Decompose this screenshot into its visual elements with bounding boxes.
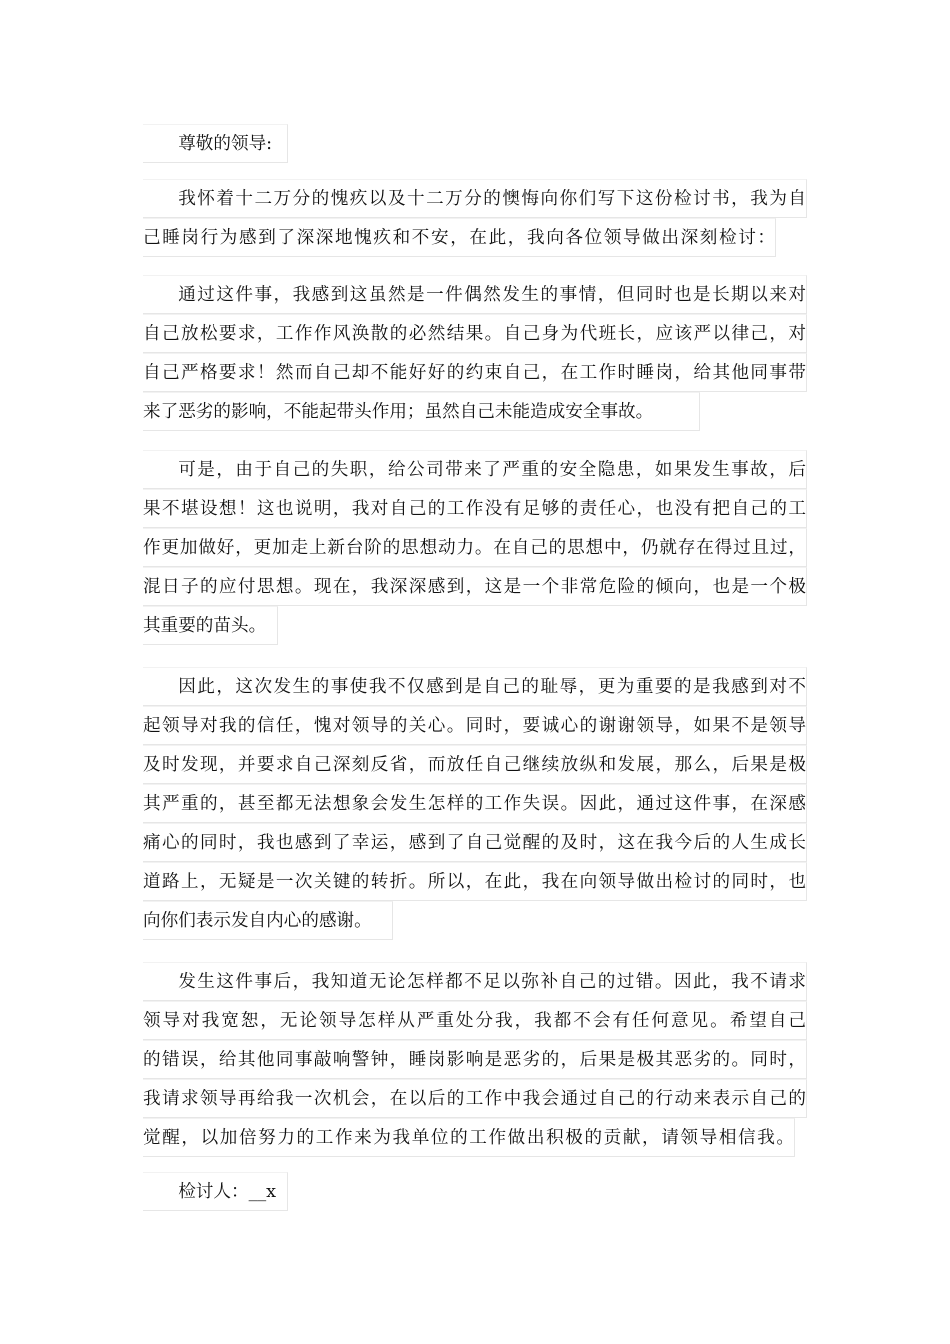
paragraph-line: 发生这件事后，我知道无论怎样都不足以弥补自己的过错。因此，我不请求 [143,962,807,1001]
paragraph-4 [143,667,807,940]
paragraph-line: 自己放松要求，工作作风涣散的必然结果。自己身为代班长，应该严以律己，对 [143,314,807,353]
paragraph-line: 因此，这次发生的事使我不仅感到是自己的耻辱，更为重要的是我感到对不 [143,667,807,706]
paragraph-3 [143,450,807,645]
paragraph-line: 的错误，给其他同事敲响警钟，睡岗影响是恶劣的，后果是极其恶劣的。同时， [143,1040,807,1079]
salutation-line: 尊敬的领导: [143,124,288,163]
paragraph-line: 道路上，无疑是一次关键的转折。所以，在此，我在向领导做出检讨的同时，也 [143,862,807,901]
paragraph-line: 来了恶劣的影响，不能起带头作用；虽然自己未能造成安全事故。 [143,392,700,431]
paragraph-line: 通过这件事，我感到这虽然是一件偶然发生的事情，但同时也是长期以来对 [143,275,807,314]
paragraph-5 [143,962,807,1157]
paragraph-1 [143,179,807,257]
paragraph-line: 我怀着十二万分的愧疚以及十二万分的懊悔向你们写下这份检讨书，我为自 [143,179,807,218]
paragraph-line: 果不堪设想！这也说明，我对自己的工作没有足够的责任心，也没有把自己的工 [143,489,807,528]
paragraph-line: 领导对我宽恕，无论领导怎样从严重处分我，我都不会有任何意见。希望自己 [143,1001,807,1040]
paragraph-line: 可是，由于自己的失职，给公司带来了严重的安全隐患，如果发生事故，后 [143,450,807,489]
paragraph-line: 痛心的同时，我也感到了幸运，感到了自己觉醒的及时，这在我今后的人生成长 [143,823,807,862]
salutation [143,124,807,163]
signature [143,1172,807,1211]
signature-line: 检讨人：__x [143,1172,288,1211]
paragraph-line: 其重要的苗头。 [143,606,278,645]
paragraph-line: 作更加做好，更加走上新台阶的思想动力。在自己的思想中，仍就存在得过且过， [143,528,807,567]
paragraph-line: 自己严格要求！然而自己却不能好好的约束自己，在工作时睡岗，给其他同事带 [143,353,807,392]
paragraph-line: 我请求领导再给我一次机会，在以后的工作中我会通过自己的行动来表示自己的 [143,1079,807,1118]
paragraph-line: 起领导对我的信任，愧对领导的关心。同时，要诚心的谢谢领导，如果不是领导 [143,706,807,745]
paragraph-line: 及时发现，并要求自己深刻反省，而放任自己继续放纵和发展，那么，后果是极 [143,745,807,784]
paragraph-line: 己睡岗行为感到了深深地愧疚和不安，在此，我向各位领导做出深刻检讨： [143,218,776,257]
paragraph-line: 向你们表示发自内心的感谢。 [143,901,393,940]
paragraph-line: 觉醒，以加倍努力的工作来为我单位的工作做出积极的贡献，请领导相信我。 [143,1118,795,1157]
paragraph-line: 混日子的应付思想。现在，我深深感到，这是一个非常危险的倾向，也是一个极 [143,567,807,606]
paragraph-line: 其严重的，甚至都无法想象会发生怎样的工作失误。因此，通过这件事，在深感 [143,784,807,823]
paragraph-2 [143,275,807,431]
